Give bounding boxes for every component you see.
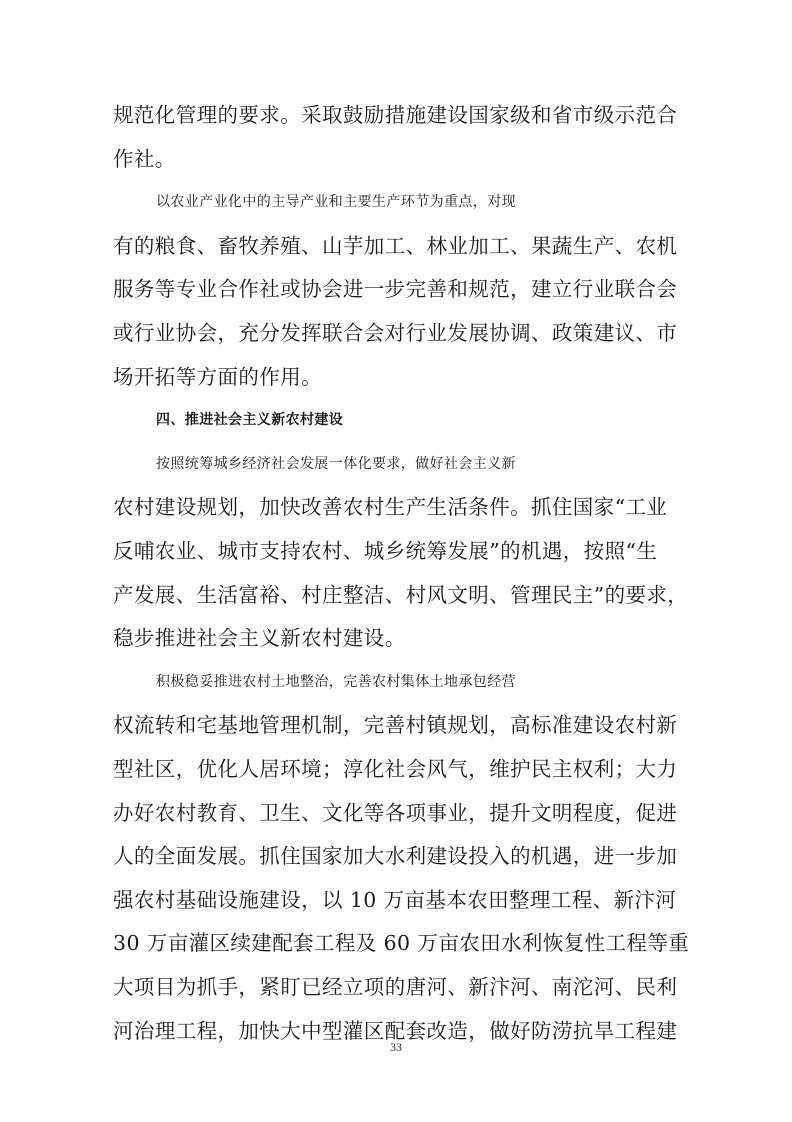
paragraph-first-line: 按照统筹城乡经济社会发展一体化要求，做好社会主义新 — [156, 456, 516, 472]
body-line: 权流转和宅基地管理机制，完善村镇规划，高标准建设农村新 — [113, 713, 678, 737]
body-line: 产发展、生活富裕、村庄整洁、村风文明、管理民主”的要求， — [113, 583, 689, 607]
body-line: 农村建设规划，加快改善农村生产生活条件。抓住国家“工业 — [113, 495, 668, 519]
body-line: 稳步推进社会主义新农村建设。 — [113, 626, 406, 650]
body-line: 规范化管理的要求。采取鼓励措施建设国家级和省市级示范合 — [113, 103, 678, 127]
section-heading: 四、推进社会主义新农村建设 — [156, 412, 344, 428]
body-line: 或行业协会，充分发挥联合会对行业发展协调、政策建议、市 — [113, 321, 678, 345]
body-line: 河治理工程，加快大中型灌区配套改造，做好防涝抗旱工程建 — [113, 1019, 678, 1043]
body-line: 办好农村教育、卫生、文化等各项事业，提升文明程度，促进 — [113, 801, 678, 825]
body-line: 30 万亩灌区续建配套工程及 60 万亩农田水利恢复性工程等重 — [113, 931, 690, 955]
body-line: 反哺农业、城市支持农村、城乡统筹发展”的机遇，按照“生 — [113, 539, 658, 563]
body-line: 型社区，优化人居环境；淳化社会风气，维护民主权利；大力 — [113, 757, 678, 781]
paragraph-first-line: 以农业产业化中的主导产业和主要生产环节为重点，对现 — [156, 194, 516, 210]
body-line: 有的粮食、畜牧养殖、山芋加工、林业加工、果蔬生产、农机 — [113, 234, 678, 258]
body-line: 人的全面发展。抓住国家加大水利建设投入的机遇，进一步加 — [113, 844, 678, 868]
body-line: 作社。 — [113, 147, 176, 171]
paragraph-first-line: 积极稳妥推进农村土地整治，完善农村集体土地承包经营 — [156, 674, 516, 690]
page-number: 33 — [390, 1040, 402, 1054]
body-line: 场开拓等方面的作用。 — [113, 365, 322, 389]
body-line: 大项目为抓手，紧盯已经立项的唐河、新汴河、南沱河、民利 — [113, 975, 678, 999]
body-line: 强农村基础设施建设，以 10 万亩基本农田整理工程、新汴河 — [113, 888, 677, 912]
body-line: 服务等专业合作社或协会进一步完善和规范，建立行业联合会 — [113, 277, 678, 301]
